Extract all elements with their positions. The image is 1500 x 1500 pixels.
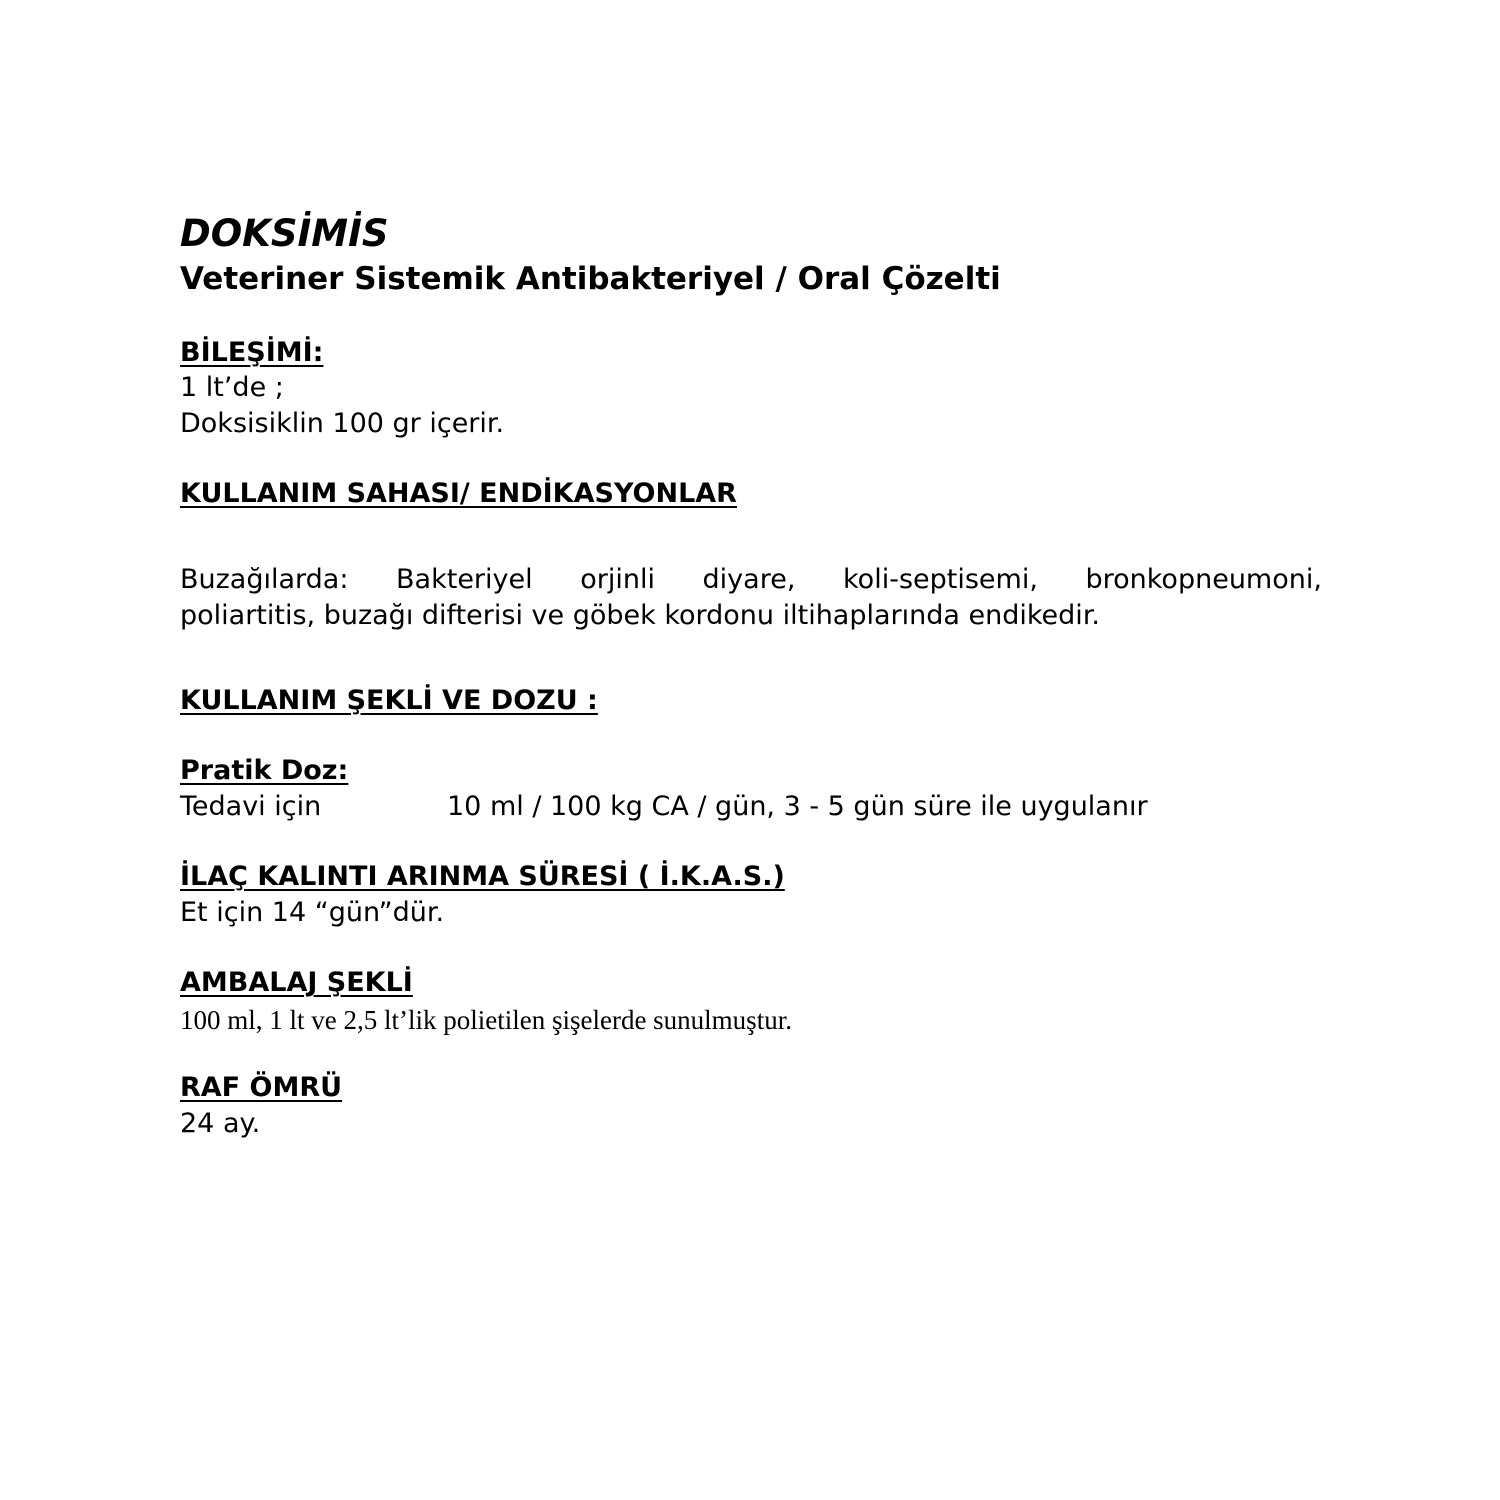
- treatment-dose-row: [180, 789, 1148, 825]
- indications-word: koli-septisemi,: [843, 564, 1038, 595]
- treatment-label: Tedavi için: [180, 791, 322, 822]
- indications-word: diyare,: [702, 564, 796, 595]
- practical-dose-heading: Pratik Doz:: [180, 755, 349, 786]
- composition-heading: BİLEŞİMİ:: [180, 337, 324, 368]
- dosage-heading: KULLANIM ŞEKLİ VE DOZU :: [180, 685, 598, 716]
- indications-word: Bakteriyel: [396, 564, 533, 595]
- shelf-life-heading: RAF ÖMRÜ: [180, 1072, 343, 1103]
- treatment-value: 10 ml / 100 kg CA / gün, 3 - 5 gün süre ile uygulanır: [447, 791, 1148, 822]
- indications-heading: KULLANIM SAHASI/ ENDİKASYONLAR: [180, 478, 737, 509]
- indications-word: orjinli: [580, 564, 655, 595]
- composition-line-2: Doksisiklin 100 gr içerir.: [180, 408, 505, 439]
- indications-line-2: poliartitis, buzağı difterisi ve göbek kordonu iltihaplarında endikedir.: [180, 600, 1101, 631]
- withdrawal-heading: İLAÇ KALINTI ARINMA SÜRESİ ( İ.K.A.S.): [180, 861, 785, 892]
- packaging-text: 100 ml, 1 lt ve 2,5 lt’lik polietilen şişelerde sunulmuştur.: [180, 1005, 792, 1035]
- shelf-life-text: 24 ay.: [180, 1108, 261, 1139]
- document-page: [180, 0, 1322, 1500]
- packaging-heading: AMBALAJ ŞEKLİ: [180, 967, 413, 998]
- product-name: DOKSİMİS: [180, 212, 389, 255]
- indications-word: Buzağılarda:: [180, 564, 349, 595]
- composition-line-1: 1 lt’de ;: [180, 372, 284, 403]
- product-subtitle: Veteriner Sistemik Antibakteriyel / Oral Çözelti: [180, 261, 1001, 297]
- indications-word: bronkopneumoni,: [1085, 564, 1322, 595]
- indications-paragraph: [180, 562, 1322, 634]
- indications-line-1: [180, 562, 1322, 598]
- withdrawal-text: Et için 14 “gün”dür.: [180, 897, 445, 928]
